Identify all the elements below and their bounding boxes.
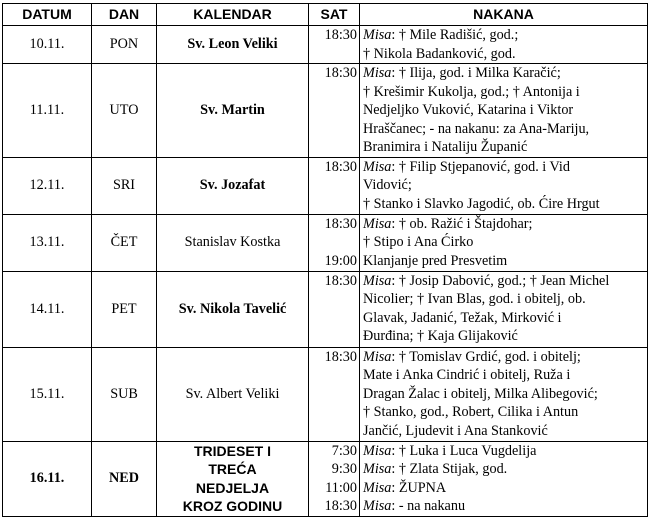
time-cell xyxy=(309,214,360,271)
mass-label: Misa xyxy=(363,65,392,81)
intention-cell xyxy=(360,26,648,64)
day-cell: SUB xyxy=(92,347,157,441)
intention-line: Misa: † Mile Radišić, god.; xyxy=(363,27,519,43)
mass-label: Misa xyxy=(363,479,392,496)
intention-line: Mate i Anka Cindrić i obitelj, Ruža i xyxy=(363,367,571,383)
time-value: 18:30 xyxy=(324,215,357,232)
intention-line: Misa: † ob. Ražić i Štajdohar; xyxy=(363,215,533,232)
calendar-cell: Sv. Jozafat xyxy=(157,157,309,214)
day-cell: PET xyxy=(92,271,157,347)
date-cell: 16.11. xyxy=(3,441,92,516)
intention-line: Klanjanje pred Presvetim xyxy=(363,252,508,269)
time-cell xyxy=(309,157,360,214)
time-cell xyxy=(309,64,360,158)
date-cell: 13.11. xyxy=(3,214,92,271)
intention-line: † Nikola Badanković, god. xyxy=(363,45,516,62)
time-value: 18:30 xyxy=(324,158,357,175)
time-cell xyxy=(309,26,360,64)
calendar-cell: Sv. Martin xyxy=(157,64,309,158)
mass-label: Misa xyxy=(363,498,392,514)
header-date: DATUM xyxy=(3,4,92,26)
intention-line: † Stipo i Ana Ćirko xyxy=(363,234,474,250)
header-calendar: KALENDAR xyxy=(157,4,309,26)
calendar-line: NEDJELJA xyxy=(195,479,270,496)
day-cell: ČET xyxy=(92,214,157,271)
day-cell: UTO xyxy=(92,64,157,158)
intention-line: Misa: † Luka i Luca Vugdelija xyxy=(363,442,537,459)
mass-label: Misa xyxy=(363,272,392,289)
calendar-cell: Sv. Leon Veliki xyxy=(157,26,309,64)
mass-label: Misa xyxy=(363,442,392,459)
intention-line: Jančić, Ljudevit i Ana Stanković xyxy=(363,422,548,439)
calendar-cell xyxy=(157,441,309,516)
calendar-cell: Sv. Albert Veliki xyxy=(157,347,309,441)
time-cell xyxy=(309,347,360,441)
time-value: 18:30 xyxy=(324,348,357,365)
intention-line: † Stanko i Slavko Jagodić, ob. Ćire Hrgut xyxy=(363,195,600,212)
intention-line: † Stanko, god., Robert, Cilika i Antun xyxy=(363,404,579,420)
intention-line: † Krešimir Kukolja, god.; † Antonija i xyxy=(363,83,580,100)
date-cell: 12.11. xyxy=(3,157,92,214)
intention-cell xyxy=(360,214,648,271)
intention-line: Misa: † Tomislav Grdić, god. i obitelj; xyxy=(363,348,581,365)
intention-cell xyxy=(360,347,648,441)
intention-line: Nedjeljko Vuković, Katarina i Viktor xyxy=(363,102,574,118)
header-intention: NAKANA xyxy=(360,4,648,26)
date-cell: 14.11. xyxy=(3,271,92,347)
mass-label: Misa xyxy=(363,158,392,175)
date-cell: 15.11. xyxy=(3,347,92,441)
intention-line: Misa: † Zlata Stijak, god. xyxy=(363,461,508,477)
header-time: SAT xyxy=(309,4,360,26)
table-row xyxy=(3,214,648,271)
header-day: DAN xyxy=(92,4,157,26)
intention-line: Hraščanec; - na nakanu: za Ana-Mariju, xyxy=(363,120,590,137)
intention-cell xyxy=(360,157,648,214)
day-cell: PON xyxy=(92,26,157,64)
header-row xyxy=(3,4,648,26)
intention-line: Vidović; xyxy=(363,177,412,193)
intention-line: Misa: ŽUPNA xyxy=(363,479,447,496)
time-value: 7:30 xyxy=(331,442,357,459)
table-row xyxy=(3,26,648,64)
table-row xyxy=(3,271,648,347)
mass-label: Misa xyxy=(363,215,392,232)
table-row xyxy=(3,157,648,214)
mass-label: Misa xyxy=(363,461,392,477)
table-row xyxy=(3,64,648,158)
intention-line: Misa: † Josip Dabović, god.; † Jean Michel xyxy=(363,272,610,289)
intention-line: Misa: † Ilija, god. i Milka Karačić; xyxy=(363,65,561,81)
calendar-line: TRIDESET I xyxy=(193,442,271,459)
day-cell: SRI xyxy=(92,157,157,214)
intention-cell xyxy=(360,64,648,158)
intention-line: Branimira i Nataliju Županić xyxy=(363,139,528,155)
day-cell: NED xyxy=(92,441,157,516)
intention-line: Nicolier; † Ivan Blas, god. i obitelj, ob. xyxy=(363,291,586,307)
date-cell: 11.11. xyxy=(3,64,92,158)
time-value: 19:00 xyxy=(324,252,357,269)
calendar-line: TREĆA xyxy=(208,461,257,477)
time-value: 11:00 xyxy=(325,479,357,496)
calendar-line: KROZ GODINU xyxy=(182,498,283,514)
mass-label: Misa xyxy=(363,27,392,43)
intention-line: Dragan Žalac i obitelj, Milka Alibegović; xyxy=(363,385,598,402)
table-row xyxy=(3,441,648,516)
calendar-cell: Stanislav Kostka xyxy=(157,214,309,271)
calendar-cell: Sv. Nikola Tavelić xyxy=(157,271,309,347)
time-value: 18:30 xyxy=(324,272,357,289)
time-value: 18:30 xyxy=(324,498,357,514)
intention-line: Misa: † Filip Stjepanović, god. i Vid xyxy=(363,158,570,175)
time-value: 18:30 xyxy=(324,27,357,43)
intention-line: Glavak, Jadanić, Težak, Mirković i xyxy=(363,309,562,326)
time-value: 9:30 xyxy=(331,461,357,477)
date-cell: 10.11. xyxy=(3,26,92,64)
mass-label: Misa xyxy=(363,348,392,365)
intention-cell xyxy=(360,271,648,347)
time-cell xyxy=(309,271,360,347)
table-row xyxy=(3,347,648,441)
intention-line: Misa: - na nakanu xyxy=(363,498,466,514)
intention-cell xyxy=(360,441,648,516)
intention-line: Đurđina; † Kaja Glijaković xyxy=(363,328,518,344)
time-cell xyxy=(309,441,360,516)
mass-schedule-table xyxy=(2,3,648,517)
time-value: 18:30 xyxy=(324,65,357,81)
